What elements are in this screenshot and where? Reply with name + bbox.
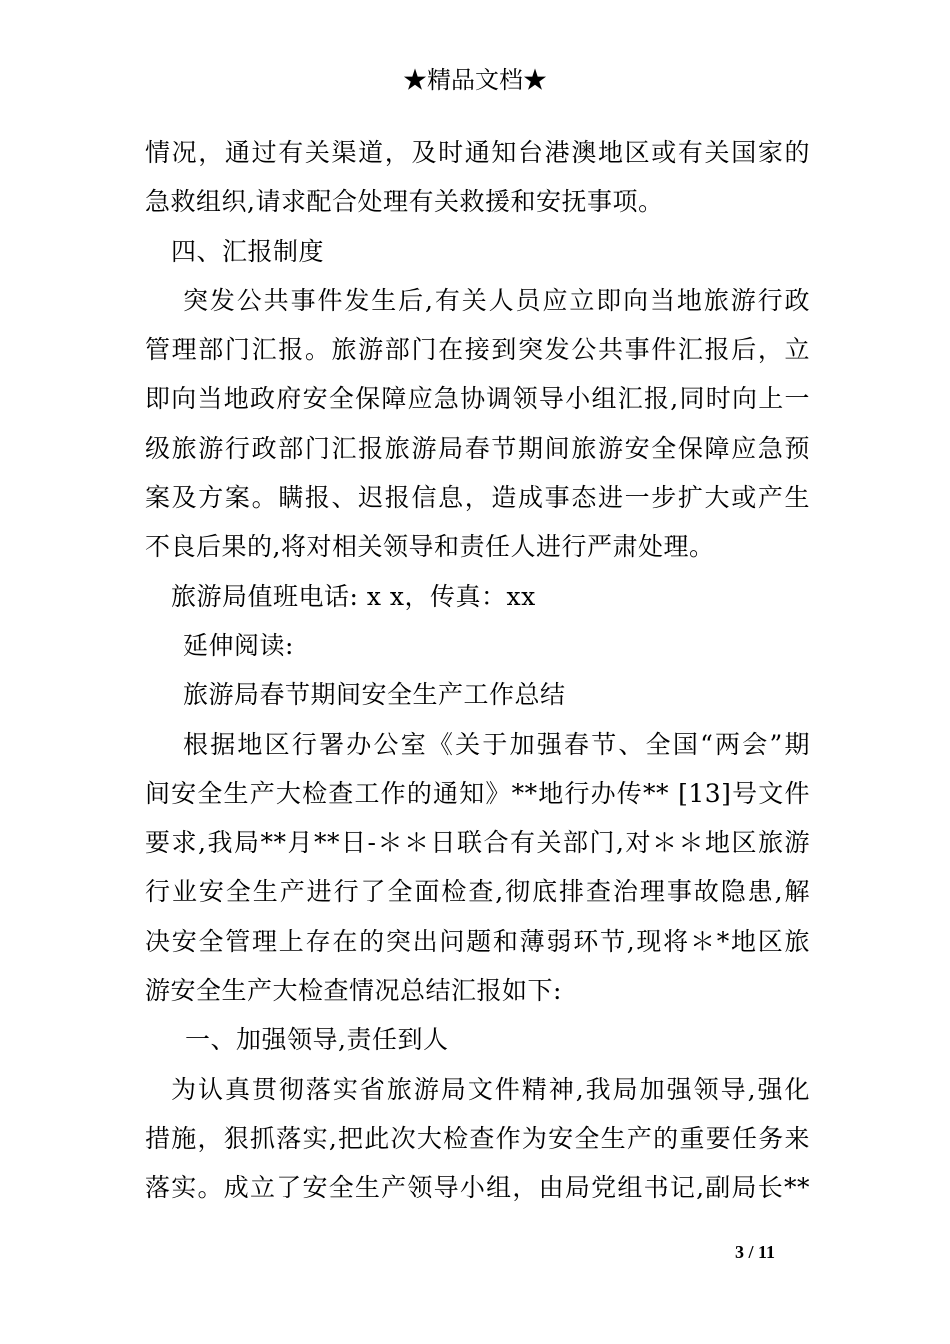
article-title: 旅游局春节期间安全生产工作总结 [183, 680, 566, 710]
paragraph-line: 案及方案。瞒报、迟报信息，造成事态进一步扩大或产生 [145, 483, 810, 513]
paragraph-line: 即向当地政府安全保障应急协调领导小组汇报,同时向上一 [145, 384, 810, 414]
document-body [145, 128, 810, 1213]
paragraph-line: 间安全生产大检查工作的通知》**地行办传** [13]号文件 [145, 778, 810, 808]
paragraph-line: 级旅游行政部门汇报旅游局春节期间旅游安全保障应急预 [145, 433, 810, 463]
section-heading: 一、加强领导,责任到人 [185, 1025, 449, 1055]
paragraph-line: 根据地区行署办公室《关于加强春节、全国“两会”期 [183, 729, 810, 759]
paragraph-line: 决安全管理上存在的突出问题和薄弱环节,现将＊*地区旅 [145, 926, 810, 956]
paragraph-line: 管理部门汇报。旅游部门在接到突发公共事件汇报后，立 [145, 335, 810, 365]
section-heading: 四、汇报制度 [171, 236, 325, 266]
paragraph-line: 要求,我局**月**日-＊＊日联合有关部门,对＊＊地区旅游 [145, 828, 810, 858]
document-header-title: ★精品文档★ [403, 66, 547, 94]
paragraph-line: 落实。成立了安全生产领导小组，由局党组书记,副局长** [145, 1173, 810, 1203]
duty-phone-line: 旅游局值班电话: x x，传真：xx [171, 581, 536, 611]
paragraph-line: 行业安全生产进行了全面检查,彻底排查治理事故隐患,解 [145, 877, 810, 907]
extended-reading-label: 延伸阅读: [183, 630, 294, 660]
paragraph-line: 情况，通过有关渠道，及时通知台港澳地区或有关国家的 [145, 138, 810, 167]
paragraph-line: 措施，狠抓落实,把此次大检查作为安全生产的重要任务来 [145, 1123, 810, 1153]
paragraph-line: 突发公共事件发生后,有关人员应立即向当地旅游行政 [183, 285, 810, 315]
paragraph-line: 不良后果的,将对相关领导和责任人进行严肃处理。 [145, 532, 715, 562]
paragraph-line: 为认真贯彻落实省旅游局文件精神,我局加强领导,强化 [171, 1074, 810, 1104]
paragraph-line: 急救组织,请求配合处理有关救援和安抚事项。 [145, 187, 664, 217]
paragraph-line: 游安全生产大检查情况总结汇报如下: [145, 976, 562, 1006]
page-number: 3 / 11 [734, 1242, 775, 1262]
